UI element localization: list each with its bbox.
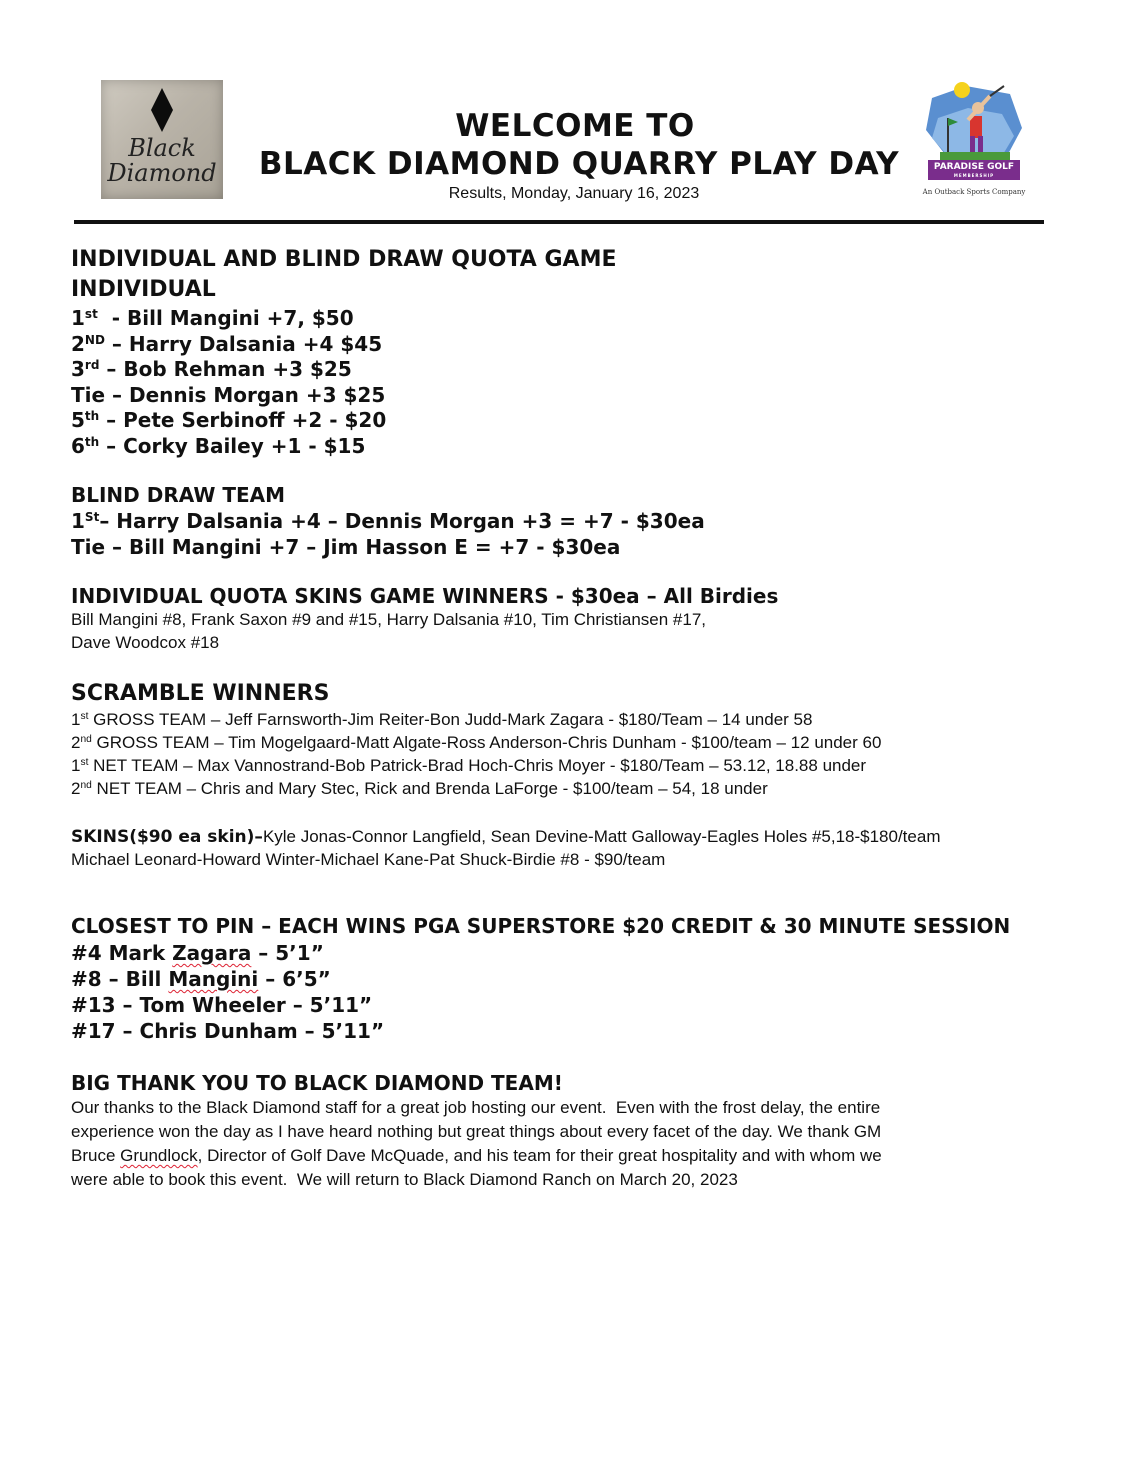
header-divider (74, 220, 1044, 224)
golfer-icon (918, 78, 1030, 162)
page-title-line1: WELCOME TO (455, 108, 695, 144)
scramble-text: GROSS TEAM – Tim Mogelgaard-Matt Algate-Ross Anderson-Chris Dunham - $100/team – 12 under 60 (91, 733, 882, 752)
place-sup: ND (84, 332, 105, 347)
logo-text-diamond: Diamond (107, 159, 217, 187)
place-text: – Dennis Morgan +3 $25 (105, 383, 386, 407)
place-label: Tie (71, 383, 106, 407)
place-text: - Bill Mangini +7, $50 (97, 306, 354, 330)
place-label: 3 (71, 357, 85, 381)
scramble-text: NET TEAM – Max Vannostrand-Bob Patrick-Brad Hoch-Chris Moyer - $180/Team – 53.12, 18.88 under (88, 756, 867, 775)
closest-line-2 (71, 967, 331, 991)
closest-line-1 (71, 941, 324, 965)
place-label: 5 (71, 408, 85, 432)
skins-line-1-rest: Kyle Jonas-Connor Langfield, Sean Devine-Matt Galloway-Eagles Holes #5,18-$180/team (262, 827, 941, 846)
paradise-golf-sub: MEMBERSHIP (953, 173, 995, 178)
place-line-5 (71, 408, 386, 432)
scramble-num: 2 (71, 733, 81, 752)
place-line-1 (71, 306, 354, 330)
individual-subheading: INDIVIDUAL (71, 277, 216, 302)
scramble-heading: SCRAMBLE WINNERS (71, 681, 330, 706)
place-label: 2 (71, 332, 85, 356)
blind-draw-heading: BLIND DRAW TEAM (71, 483, 286, 507)
scramble-line-1 (71, 710, 812, 730)
skins-quota-heading: INDIVIDUAL QUOTA SKINS GAME WINNERS - $30ea – All Birdies (71, 584, 779, 608)
page-title-line2: BLACK DIAMOND QUARRY PLAY DAY (258, 146, 900, 182)
place-sup: th (84, 408, 100, 423)
skins-quota-line-1: Bill Mangini #8, Frank Saxon #9 and #15, Harry Dalsania #10, Tim Christiansen #17, (71, 610, 707, 629)
place-text: – Corky Bailey +1 - $15 (99, 434, 366, 458)
place-text: – Bill Mangini +7 – Jim Hasson E = +7 - $30ea (105, 535, 621, 559)
place-line-6 (71, 434, 365, 458)
closest-post: – 6’5” (258, 967, 331, 991)
quota-heading: INDIVIDUAL AND BLIND DRAW QUOTA GAME (71, 247, 617, 272)
scramble-sup: st (80, 710, 89, 722)
skins-label: SKINS($90 ea skin)– (71, 827, 263, 847)
closest-line-3: #13 – Tom Wheeler – 5’11” (71, 993, 373, 1017)
page-subtitle: Results, Monday, January 16, 2023 (448, 185, 700, 202)
place-sup: th (84, 434, 100, 449)
place-sup: st (84, 306, 98, 321)
place-text: – Harry Dalsania +4 – Dennis Morgan +3 = +7 - $30ea (99, 509, 705, 533)
place-text: – Bob Rehman +3 $25 (99, 357, 352, 381)
place-label: 1 (71, 509, 85, 533)
closest-name: Mangini (168, 967, 259, 991)
logo-text-black: Black (128, 134, 196, 162)
closest-post: – 5’1” (251, 941, 324, 965)
thanks-line-4: were able to book this event. We will return to Black Diamond Ranch on March 20, 2023 (71, 1170, 738, 1189)
thanks-heading: BIG THANK YOU TO BLACK DIAMOND TEAM! (71, 1071, 563, 1095)
place-sup: St (84, 509, 100, 524)
closest-line-4: #17 – Chris Dunham – 5’11” (71, 1019, 385, 1043)
scramble-sup: nd (80, 779, 92, 791)
thanks-paragraph (71, 1096, 1046, 1192)
skins-quota-line-2: Dave Woodcox #18 (71, 633, 220, 652)
paradise-golf-badge (928, 160, 1020, 180)
place-label: 1 (71, 306, 85, 330)
scramble-text: NET TEAM – Chris and Mary Stec, Rick and Brenda LaForge - $100/team – 54, 18 under (91, 779, 768, 798)
closest-pre: #8 – Bill (71, 967, 169, 991)
skins-line-1 (71, 827, 940, 847)
place-line-3 (71, 357, 352, 381)
paradise-golf-logo (918, 78, 1030, 202)
thanks-line-3-post: , Director of Golf Dave McQuade, and his team for their great hospitality and with whom we (197, 1146, 882, 1165)
scramble-sup: nd (80, 733, 92, 745)
scramble-line-4 (71, 779, 768, 799)
thanks-line-1: Our thanks to the Black Diamond staff for a great job hosting our event. Even with the frost delay, the entire (71, 1098, 881, 1117)
place-label: 6 (71, 434, 85, 458)
scramble-num: 1 (71, 756, 81, 775)
thanks-line-2: experience won the day as I have heard nothing but great things about every facet of the day. We thank GM (71, 1122, 882, 1141)
paradise-golf-tagline: An Outback Sports Company (922, 188, 1026, 196)
place-text: – Harry Dalsania +4 $45 (104, 332, 383, 356)
skins-line-2: Michael Leonard-Howard Winter-Michael Kane-Pat Shuck-Birdie #8 - $90/team (71, 850, 666, 869)
thanks-line-3 (71, 1144, 1046, 1168)
scramble-num: 1 (71, 710, 81, 729)
place-text: – Pete Serbinoff +2 - $20 (99, 408, 387, 432)
paradise-golf-name: PARADISE GOLF (933, 162, 1015, 172)
place-label: Tie (71, 535, 106, 559)
closest-name: Zagara (172, 941, 252, 965)
scramble-sup: st (80, 756, 89, 768)
blind-draw-line-tie (71, 535, 620, 559)
thanks-line-3-pre: Bruce (71, 1146, 121, 1165)
page-header (0, 0, 1140, 230)
place-sup: rd (84, 357, 100, 372)
closest-pre: #4 Mark (71, 941, 173, 965)
scramble-line-3 (71, 756, 866, 776)
scramble-line-2 (71, 733, 881, 753)
closest-heading: CLOSEST TO PIN – EACH WINS PGA SUPERSTORE $20 CREDIT & 30 MINUTE SESSION (71, 914, 1011, 938)
place-line-2 (71, 332, 382, 356)
place-line-tie (71, 383, 385, 407)
scramble-text: GROSS TEAM – Jeff Farnsworth-Jim Reiter-Bon Judd-Mark Zagara - $180/Team – 14 under 58 (88, 710, 813, 729)
thanks-line-3-name: Grundlock (120, 1146, 198, 1165)
blind-draw-line-1 (71, 509, 705, 533)
scramble-num: 2 (71, 779, 81, 798)
